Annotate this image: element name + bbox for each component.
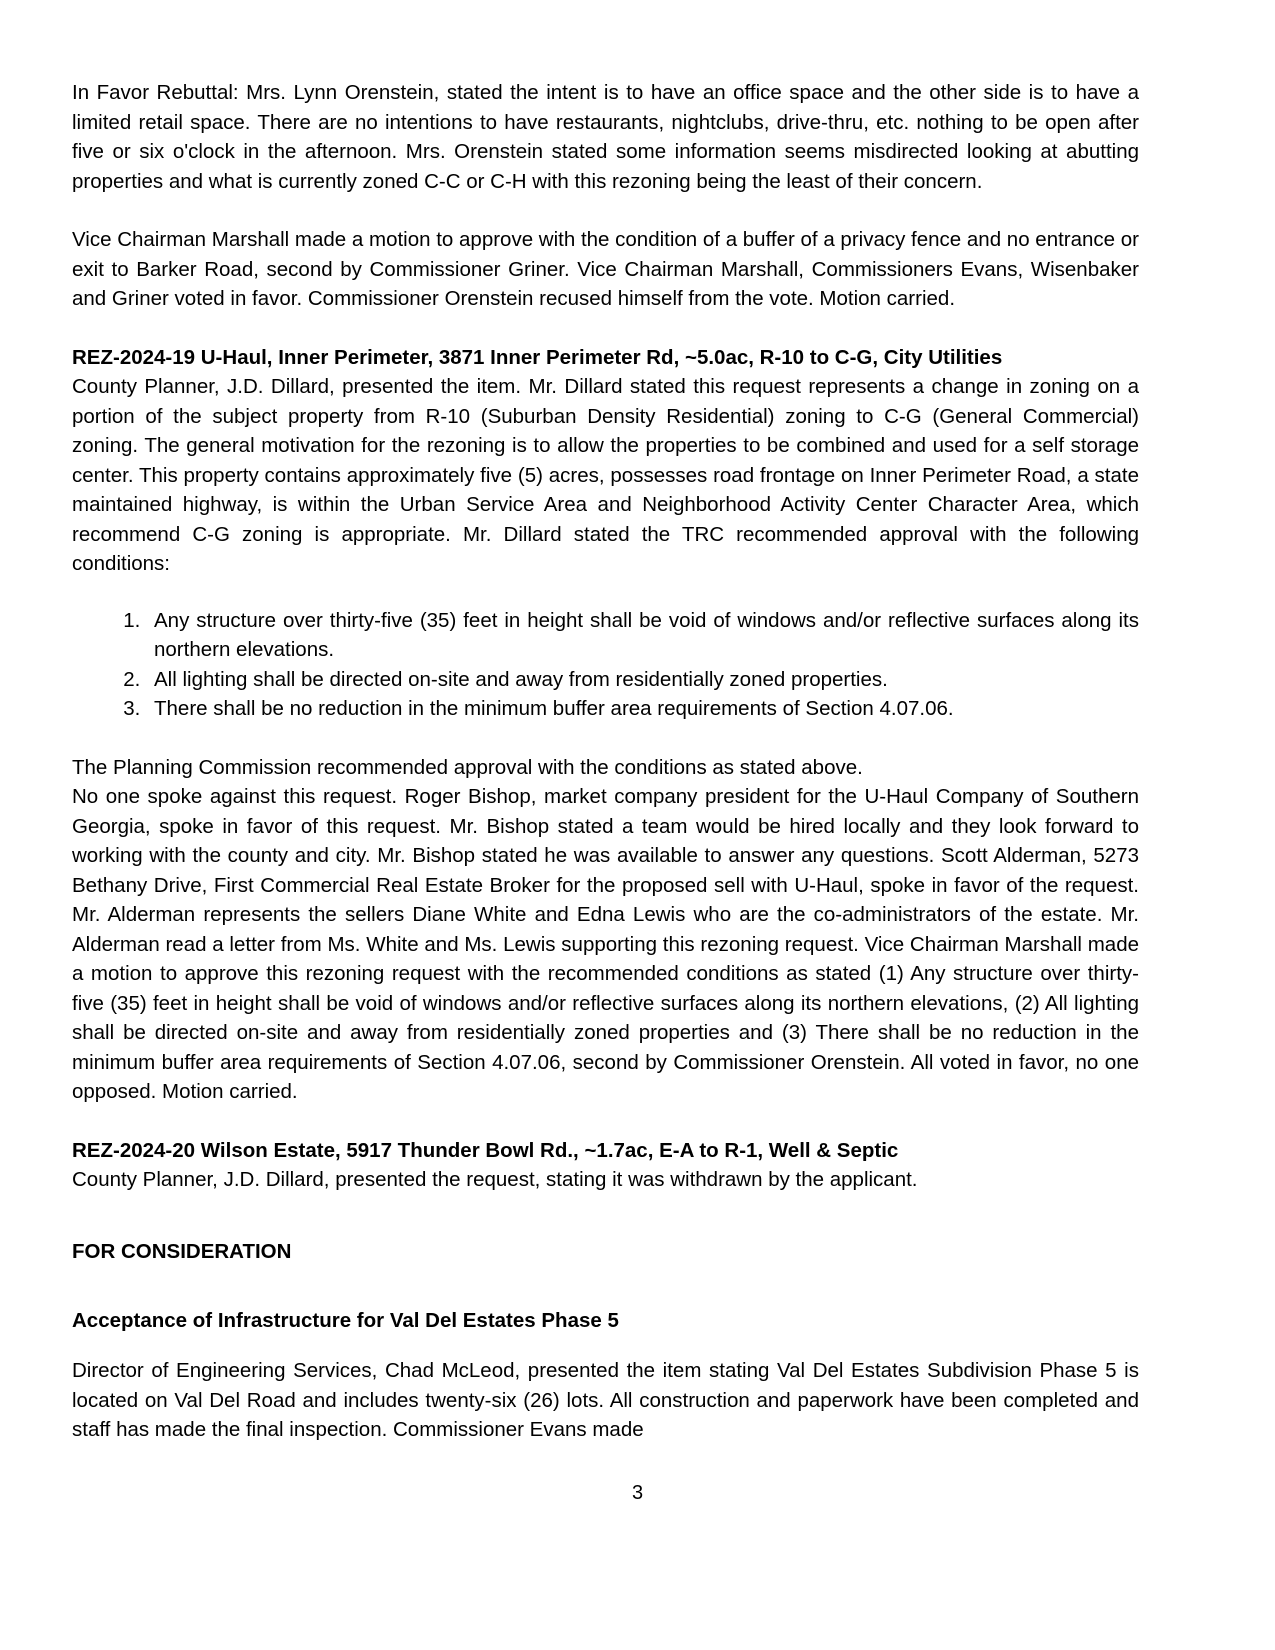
paragraph-planning-commission: The Planning Commission recommended approval with the conditions as stated above. <box>72 755 863 779</box>
heading-rez-2024-19: REZ-2024-19 U-Haul, Inner Perimeter, 3871 Inner Perimeter Rd, ~5.0ac, R-10 to C-G, City Utilities <box>72 345 1003 369</box>
paragraph-rez-2024-19-body: County Planner, J.D. Dillard, presented the item. Mr. Dillard stated this request represents a change in zoning on a portion of the subject property from R-10 (Suburban Density Residential) zoning to C-G (General Commercial) zoning. The general motivation for the rezoning is to allow the properties to be combined and used for a self storage center. This property contains approximately five (5) acres, possesses road frontage on Inner Perimeter Road, a state maintained highway, is within the Urban Service Area and Neighborhood Activity Center Character Area, which recommend C-G zoning is appropriate. Mr. Dillard stated the TRC recommended approval with the following conditions: <box>72 375 1139 575</box>
list-item: 2. All lighting shall be directed on-site and away from residentially zoned properties. <box>146 665 1139 695</box>
conditions-list <box>72 606 1139 724</box>
list-item: 1. Any structure over thirty-five (35) feet in height shall be void of windows and/or reflective surfaces along its northern elevations. <box>146 606 1139 665</box>
heading-rez-2024-20: REZ-2024-20 Wilson Estate, 5917 Thunder Bowl Rd., ~1.7ac, E-A to R-1, Well & Septic <box>72 1138 899 1162</box>
paragraph-in-favor-rebuttal: In Favor Rebuttal: Mrs. Lynn Orenstein, stated the intent is to have an office space and the other side is to have a limited retail space. There are no intentions to have restaurants, nightclubs, drive-thru, etc. nothing to be open after five or six o'clock in the afternoon. Mrs. Orenstein stated some information seems misdirected looking at abutting properties and what is currently zoned C-C or C-H with this rezoning being the least of their concern. <box>72 81 1139 193</box>
heading-for-consideration: FOR CONSIDERATION <box>72 1239 292 1263</box>
paragraph-motion-marshall: Vice Chairman Marshall made a motion to approve with the condition of a buffer of a privacy fence and no entrance or exit to Barker Road, second by Commissioner Griner. Vice Chairman Marshall, Commissioners Evans, Wisenbaker and Griner voted in favor. Commissioner Orenstein recused himself from the vote. Motion carried. <box>72 228 1139 310</box>
list-item: 3. There shall be no reduction in the minimum buffer area requirements of Section 4.07.06. <box>146 694 1139 724</box>
page-number: 3 <box>631 1482 644 1504</box>
paragraph-rez-2024-20-body: County Planner, J.D. Dillard, presented the request, stating it was withdrawn by the applicant. <box>72 1168 918 1191</box>
paragraph-public-comment: No one spoke against this request. Roger Bishop, market company president for the U-Haul Company of Southern Georgia, spoke in favor of this request. Mr. Bishop stated a team would be hired locally and they look forward to working with the county and city. Mr. Bishop stated he was available to answer any questions. Scott Alderman, 5273 Bethany Drive, First Commercial Real Estate Broker for the proposed sell with U-Haul, spoke in favor of the request. Mr. Alderman represents the sellers Diane White and Edna Lewis who are the co-administrators of the estate. Mr. Alderman read a letter from Ms. White and Ms. Lewis supporting this rezoning request. Vice Chairman Marshall made a motion to approve this rezoning request with the recommended conditions as stated (1) Any structure over thirty-five (35) feet in height shall be void of windows and/or reflective surfaces along its northern elevations, (2) All lighting shall be directed on-site and away from residentially zoned properties and (3) There shall be no reduction in the minimum buffer area requirements of Section 4.07.06, second by Commissioner Orenstein. All voted in favor, no one opposed. Motion carried. <box>72 785 1139 1103</box>
paragraph-val-del-body: Director of Engineering Services, Chad McLeod, presented the item stating Val Del Estates Subdivision Phase 5 is located on Val Del Road and includes twenty-six (26) lots. All construction and paperwork have been completed and staff has made the final inspection. Commissioner Evans made <box>72 1359 1139 1441</box>
heading-val-del-estates: Acceptance of Infrastructure for Val Del Estates Phase 5 <box>72 1309 619 1332</box>
